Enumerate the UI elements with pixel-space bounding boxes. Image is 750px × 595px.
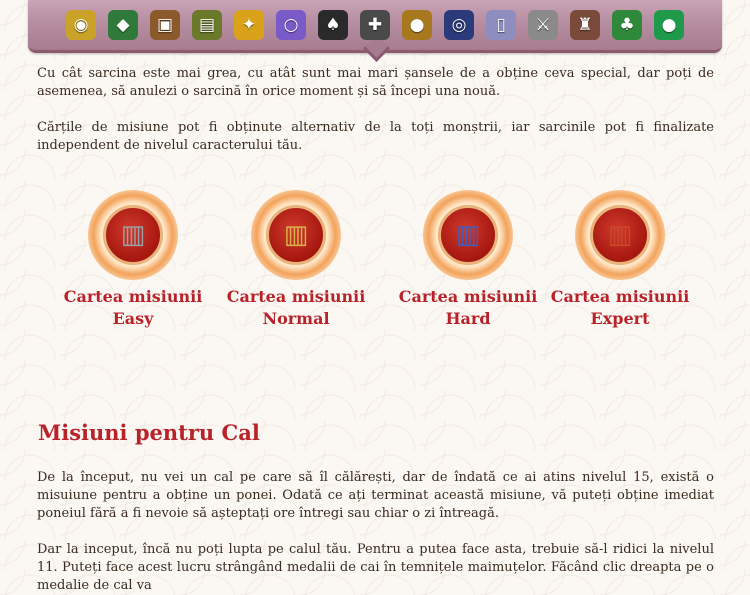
horse-paragraph-2: Dar la inceput, încă nu poți lupta pe calul tău. Pentru a putea face asta, trebuie să-l ridici la nivelul 11. Puteți face acest lucru strângând medalii de cai în temnițele maimuțelor. Făcând clic dreapta pe o medalie de cal va (37, 542, 714, 593)
intro-paragraph-2: Cărțile de misiune pot fi obținute alternativ de la toți monștrii, iar sarcinile pot fi finalizate independent de nivelul caracterului tău. (37, 120, 714, 153)
book-title: Cartea misiunii Hard (398, 287, 538, 328)
dark-armor-icon[interactable]: ♠ (318, 10, 348, 40)
book-card-normal[interactable] (221, 190, 371, 330)
book-easy-icon: ▥ (103, 205, 163, 265)
book-medal (575, 190, 665, 280)
book-title: Cartea misiunii Easy (63, 287, 203, 328)
altar-icon[interactable]: ♜ (570, 10, 600, 40)
book-medal (88, 190, 178, 280)
book-medal (423, 190, 513, 280)
sword-icon[interactable]: ⚔ (528, 10, 558, 40)
section-title-horse: Misiuni pentru Cal (38, 420, 260, 445)
orb-icon[interactable]: ◎ (444, 10, 474, 40)
book-card-expert[interactable] (545, 190, 695, 330)
shield-icon[interactable]: ◆ (108, 10, 138, 40)
book-title: Cartea misiunii Expert (550, 287, 690, 328)
book-card-hard[interactable] (393, 190, 543, 330)
horse-paragraph-1: De la început, nu vei un cal pe care să îl călărești, dar de îndată ce ai atins nivelul 15, există o misuiune pentru a obține un ponei. Odată ce ați terminat această misiune, vă puteți obține imediat poneiul fără a fi nevoie să așteptați ore întregi sau chiar o zi întreagă. (37, 470, 714, 521)
book-normal-icon: ▥ (266, 205, 326, 265)
book-hard-icon: ▥ (438, 205, 498, 265)
green-flame-icon[interactable]: ♣ (612, 10, 642, 40)
green-sphere-icon[interactable]: ● (654, 10, 684, 40)
book-medal (251, 190, 341, 280)
gauntlet-icon[interactable]: ✚ (360, 10, 390, 40)
medal-icon[interactable]: ● (402, 10, 432, 40)
book-card-easy[interactable] (58, 190, 208, 330)
treasure-box-icon[interactable]: ▤ (192, 10, 222, 40)
top-item-toolbar (28, 0, 722, 53)
chest-icon[interactable]: ▣ (150, 10, 180, 40)
potion-icon[interactable]: ▯ (486, 10, 516, 40)
book-expert-icon: ▥ (590, 205, 650, 265)
ring-icon[interactable]: ○ (276, 10, 306, 40)
book-title: Cartea misiunii Normal (226, 287, 366, 328)
intro-paragraph-1: Cu cât sarcina este mai grea, cu atât sunt mai mari șansele de a obține ceva special, dar poți de asemenea, să anulezi o sarcină în orice moment și să începi una nouă. (37, 66, 714, 99)
gem-icon[interactable]: ✦ (234, 10, 264, 40)
gold-coins-icon[interactable]: ◉ (66, 10, 96, 40)
